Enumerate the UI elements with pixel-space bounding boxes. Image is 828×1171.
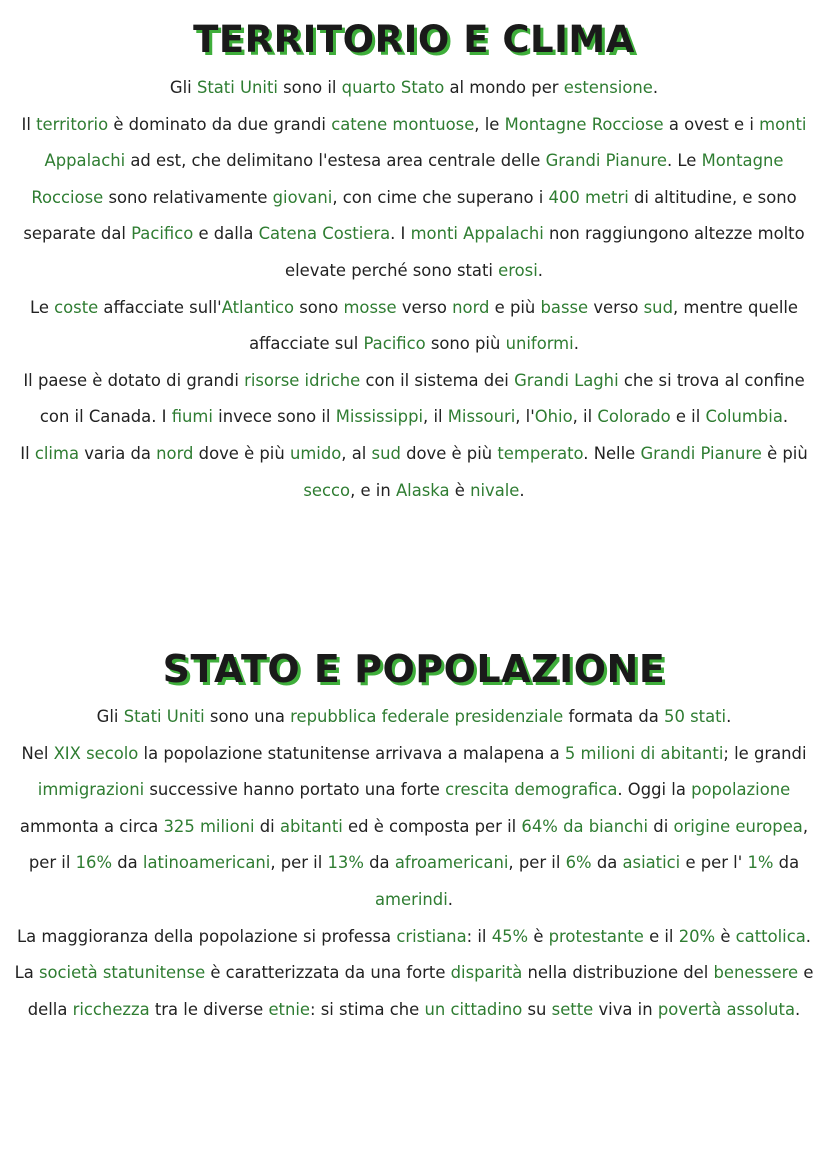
highlighted-term: asiatici [622,853,681,873]
highlighted-term: uniformi [505,334,574,354]
text-run: ad est, che delimitano l'estesa area centrale delle [125,151,546,171]
text-run: di altitudine, e sono separate dal [23,187,797,244]
highlighted-term: ricchezza [72,999,150,1019]
paragraph [14,107,814,290]
text-run: la popolazione statunitense arrivava a malapena a [138,743,565,763]
highlighted-term: monti Appalachi [44,114,807,171]
text-run: da [773,853,800,873]
highlighted-term: giovani [272,187,333,207]
section-stato-popolazione [0,643,828,1028]
paragraph [14,363,814,436]
highlighted-term: 6% [565,853,592,873]
text-run: . [519,480,525,500]
highlighted-term: Colorado [597,407,671,427]
highlighted-term: nord [156,443,194,463]
text-run: varia da [79,443,157,463]
highlighted-term: Montagne Rocciose [31,151,784,207]
text-run: di [254,816,280,836]
highlighted-term: monti Appalachi [410,224,544,244]
highlighted-term: Grandi Pianure [640,443,762,463]
text-run: da [591,853,623,873]
text-run: è caratterizzata da una forte [205,963,451,983]
section-title-territorio: TERRITORIO E CLIMA [193,18,635,61]
text-run: che si trova al confine con il Canada. I [39,370,805,427]
text-run: al mondo per [444,78,564,97]
section-body [14,699,814,1028]
highlighted-term: protestante [548,926,644,946]
highlighted-term: nivale [470,480,520,500]
text-run: , per il [270,853,328,873]
text-run: di [648,816,674,836]
highlighted-term: sud [643,297,673,317]
text-run: . [782,407,789,427]
highlighted-term: repubblica federale presidenziale [290,707,564,726]
highlighted-term: estensione [563,78,653,97]
highlighted-term: benessere [713,963,799,983]
highlighted-term: secco [303,480,351,500]
text-run: Il [20,443,35,463]
paragraph [14,919,814,956]
highlighted-term: amerindi [375,889,448,909]
highlighted-term: etnie [268,999,310,1019]
text-run: ; le grandi [723,743,807,763]
text-run: verso [588,297,644,317]
highlighted-term: catene montuose [331,114,475,134]
highlighted-term: cattolica [735,926,806,946]
highlighted-term: fiumi [171,407,213,427]
text-run: Le [29,297,55,317]
section-territorio-clima [0,14,828,509]
text-run: e il [643,926,679,946]
highlighted-term: 1% [747,853,774,873]
text-run: , le [474,114,505,134]
highlighted-term: 400 metri [548,187,629,207]
text-run: . I [390,224,411,244]
text-run: , per il [508,853,566,873]
text-run: è [715,926,736,946]
highlighted-term: sette [551,999,594,1019]
text-run: tra le diverse [149,999,269,1019]
highlighted-term: Columbia [705,407,783,427]
text-run: sono più [425,334,506,354]
highlighted-term: 64% da bianchi [521,816,649,836]
highlighted-term: temperato [497,443,584,463]
highlighted-term: cristiana [396,926,467,946]
text-run: invece sono il [212,407,336,427]
highlighted-term: Grandi Laghi [514,370,619,390]
highlighted-term: Atlantico [221,297,295,317]
highlighted-term: 325 milioni [163,816,255,836]
section-title-popolazione: STATO E POPOLAZIONE [162,647,666,691]
highlighted-term: Stati Uniti [196,78,278,97]
highlighted-term: sud [371,443,401,463]
text-run: e per l' [680,853,748,873]
highlighted-term: latinoamericani [142,853,271,873]
text-run: Nel [21,743,54,763]
text-run: su [522,999,552,1019]
highlighted-term: abitanti [279,816,343,836]
highlighted-term: immigrazioni [37,780,145,800]
highlighted-term: nord [452,297,490,317]
highlighted-term: umido [289,443,342,463]
text-run: con il sistema dei [360,370,515,390]
text-run: affacciate sull' [98,297,222,317]
text-run: nella distribuzione del [522,963,714,983]
text-run: . Oggi la [617,780,692,800]
highlighted-term: 16% [75,853,113,873]
highlighted-term: XIX secolo [53,743,139,763]
highlighted-term: clima [34,443,79,463]
highlighted-term: coste [54,297,99,317]
highlighted-term: Missouri [447,407,516,427]
text-run: : il [466,926,492,946]
text-run: sono una [204,707,291,726]
text-run: ammonta a circa [19,816,164,836]
text-run: è [528,926,549,946]
text-run: La [14,963,39,983]
highlighted-term: origine europea [673,816,803,836]
paragraph [14,699,814,736]
text-run: dove è più [400,443,498,463]
highlighted-term: popolazione [691,780,791,800]
highlighted-term: quarto Stato [341,78,445,97]
highlighted-term: 5 milioni di abitanti [564,743,724,763]
text-run: dove è più [193,443,290,463]
text-run: . [447,889,453,909]
text-run: non raggiungono altezze molto elevate perché sono stati [285,224,805,280]
highlighted-term: Alaska [395,480,450,500]
text-run: , il [423,407,448,427]
highlighted-term: Grandi Pianure [545,151,667,171]
highlighted-term: erosi [498,260,538,280]
text-run: , il [572,407,598,427]
text-run: formata da [563,707,665,726]
highlighted-term: territorio [36,114,109,134]
text-run: a ovest e i [663,114,760,134]
text-run: , e in [350,480,396,500]
highlighted-term: basse [540,297,589,317]
highlighted-term: risorse idriche [244,370,361,390]
text-run: e più [489,297,541,317]
highlighted-term: 50 stati [664,707,727,726]
text-run: è dominato da due grandi [108,114,332,134]
highlighted-term: 13% [327,853,364,873]
paragraph [14,290,814,363]
text-run: . [652,78,659,97]
highlighted-term: crescita demografica [445,780,618,800]
highlighted-term: Pacifico [363,334,426,354]
text-run: ed è composta per il [342,816,522,836]
text-run: . [537,260,543,280]
text-run: : si stima che [310,999,425,1019]
text-run: , al [341,443,372,463]
text-run: Gli [96,707,124,726]
paragraph [14,736,814,919]
section-body [14,70,814,509]
text-run: La maggioranza della popolazione si professa [17,926,397,946]
highlighted-term: un cittadino [424,999,523,1019]
text-run: Il [21,114,37,134]
highlighted-term: Mississippi [335,407,424,427]
text-run: . [726,707,732,726]
highlighted-term: 20% [678,926,716,946]
text-run: . Le [667,151,702,171]
text-run: sono relativamente [103,187,273,207]
text-run: , l' [515,407,535,427]
highlighted-term: Pacifico [131,224,194,244]
text-run: , con cime che superano i [332,187,549,207]
text-run: viva in [593,999,658,1019]
text-run: da [112,853,143,873]
paragraph [14,955,814,1028]
highlighted-term: mosse [343,297,397,317]
text-run: successive hanno portato una forte [144,780,446,800]
text-run: e della [27,963,814,1019]
highlighted-term: disparità [450,963,523,983]
text-run: , per il [28,816,809,873]
text-run: . [573,334,579,354]
text-run: Gli [169,78,197,97]
highlighted-term: Montagne Rocciose [504,114,664,134]
paragraph [14,436,814,509]
text-run: . [805,926,811,946]
text-run: è [449,480,471,500]
text-run: sono [294,297,344,317]
highlighted-term: 45% [491,926,529,946]
highlighted-term: Catena Costiera [258,224,391,244]
text-run: Il paese è dotato di grandi [23,370,245,390]
text-run: . Nelle [583,443,641,463]
text-run: sono il [277,78,342,97]
text-run: verso [396,297,453,317]
paragraph [14,70,814,107]
highlighted-term: società statunitense [38,963,206,983]
highlighted-term: afroamericani [394,853,509,873]
text-run: da [363,853,395,873]
text-run: e dalla [193,224,259,244]
text-run: e il [670,407,706,427]
text-run: è più [761,443,808,463]
highlighted-term: Ohio [534,407,573,427]
text-run: . [795,999,801,1019]
highlighted-term: povertà assoluta [657,999,796,1019]
text-run: , mentre quelle affacciate sul [249,297,799,354]
highlighted-term: Stati Uniti [123,707,205,726]
